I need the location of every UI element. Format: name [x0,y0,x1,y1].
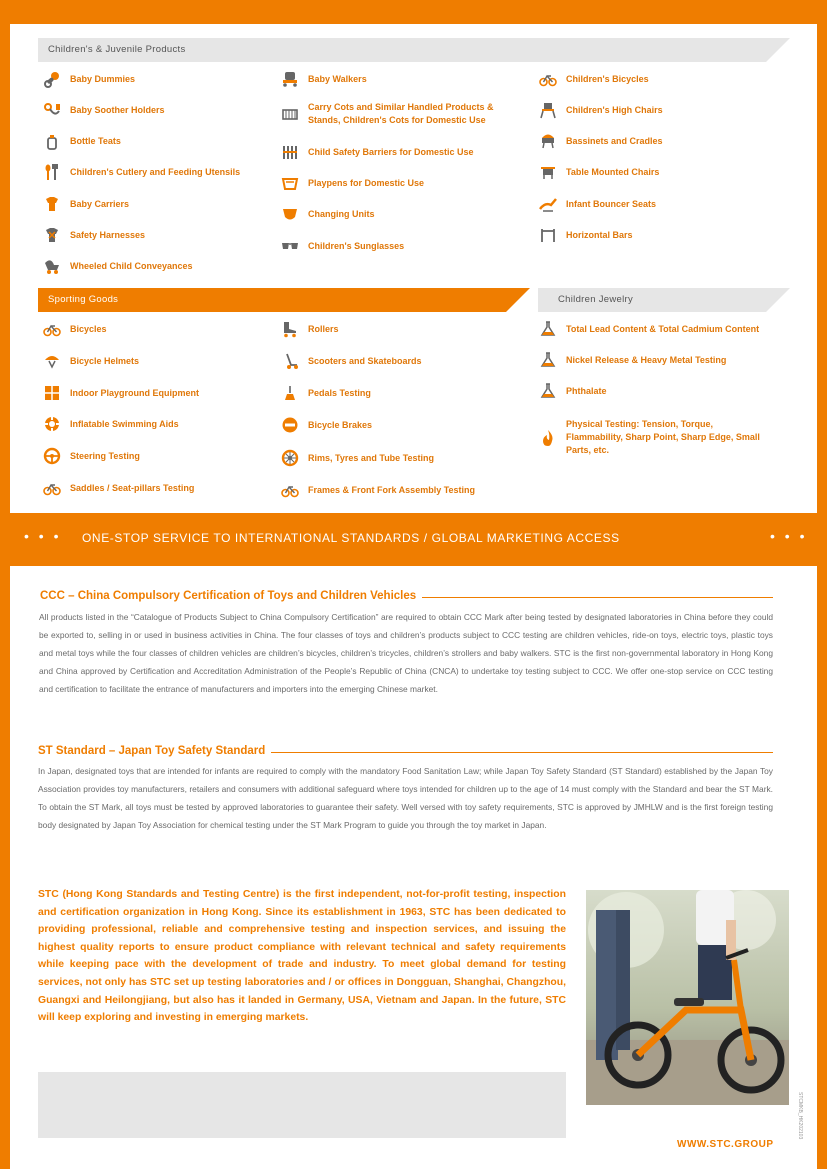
st-body: In Japan, designated toys that are intended for infants are required to comply with the mandatory Food Sanitation Law; while Japan Toy Safety Standard (ST Standard) established by the Japan Toy Association provides toy manufacturers, retailers and consumers with additional safeguard where toys intended for children up to the age of 14 must comply with the Standard and bear the ST Mark. To obtain the ST Mark, all toys must be tested by approved laboratories to guarantee their safety. Well versed with toy safety requirements, STC is approved by JMHLW and is the first foreign testing body designated by Japan Toy Association for chemical testing under the ST Mark Program to guide you through the toy market in Japan. [38,766,773,830]
list-item-label: Infant Bouncer Seats [566,198,657,209]
list-item [538,351,763,369]
list-item [280,143,505,161]
brake-icon [280,416,300,434]
table-chair-icon [538,163,558,181]
high-chair-icon [538,101,558,119]
list-item [280,449,520,467]
pedal-icon [280,384,300,402]
st-title: ST Standard – Japan Toy Safety Standard [38,745,271,757]
category-juvenile: Children's & Juvenile Products [48,44,186,55]
list-item [280,416,520,434]
list-item [538,418,763,457]
category-sporting: Sporting Goods [48,294,119,305]
list-item [538,101,778,119]
stroller-icon [42,257,62,275]
bicycle-icon [280,481,300,499]
flask-icon [538,351,558,369]
ccc-body: All products listed in the “Catalogue of Products Subject to China Compulsory Certification” are required to obtain CCC Mark after being tested by designated laboratories in China before they could be exported to, selling in or used in business activities in China. The four classes of toys and children’s products subject to CCC testing are children vehicles, ride-on toys, electric toys, plastic toys and metal toys while the four classes of children vehicles are children’s bicycles, children’s tricycles, children’s strollers and baby walkers. STC is the first non-governmental laboratory in Hong Kong and China approved by Certification and Accreditation Administration of the People’s Republic of China (CNCA) to undertake toy testing subject to CCC. We offer one-stop service on CCC testing and certification to facilitate the entrance of manufacturers and importers into the emerging Chinese market. [39,612,773,694]
ccc-title: CCC – China Compulsory Certification of Toys and Children Vehicles [40,590,422,602]
list-item-label: Baby Soother Holders [70,104,165,115]
list-item [280,70,505,88]
list-item [42,195,282,213]
list-item [280,237,505,255]
list-item-label: Rollers [308,323,339,334]
list-item [538,382,763,400]
list-item [42,257,282,275]
list-item-label: Saddles / Seat-pillars Testing [70,482,195,493]
list-item-label: Safety Harnesses [70,229,146,240]
flask-icon [538,320,558,338]
band-dots-right: • • • [770,528,808,544]
list-item-label: Horizontal Bars [566,229,633,240]
list-item-label: Physical Testing: Tension, Torque, Flammability, Sharp Point, Sharp Edge, Small Parts, etc. [566,419,760,455]
list-item-label: Steering Testing [70,450,140,461]
horizontal-bar-icon [538,226,558,244]
list-item-label: Carry Cots and Similar Handled Products & Stands, Children's Cots for Domestic Use [308,102,494,125]
bottle-icon [42,132,62,150]
playground-icon [42,384,62,402]
list-item [538,226,778,244]
list-item [280,174,505,192]
lifebuoy-icon [42,415,62,433]
list-item-label: Total Lead Content & Total Cadmium Content [566,323,760,334]
list-item [42,479,282,497]
list-item-label: Bicycle Brakes [308,419,373,430]
harness-icon [42,226,62,244]
list-item [42,384,282,402]
roller-skate-icon [280,320,300,338]
child-bicycle-photo [586,890,789,1105]
helmet-icon [42,352,62,370]
list-item [280,320,520,338]
bicycle-icon [538,70,558,88]
cot-icon [280,105,300,123]
grey-placeholder-box [38,1072,566,1138]
list-item-label: Bicycle Helmets [70,355,140,366]
document-code: STCMKB_HK202103 [797,1092,803,1140]
list-item-label: Pedals Testing [308,387,371,398]
scooter-icon [280,352,300,370]
website-link[interactable]: WWW.STC.GROUP [677,1139,774,1150]
bicycle-icon [42,320,62,338]
list-item [42,226,282,244]
list-item-label: Table Mounted Chairs [566,166,660,177]
list-item-label: Baby Carriers [70,198,130,209]
list-item [42,70,282,88]
list-item-label: Changing Units [308,208,375,219]
flask-icon [538,382,558,400]
list-item [42,132,282,150]
list-item-label: Children's Sunglasses [308,240,405,251]
list-item-label: Bicycles [70,323,107,334]
bouncer-icon [538,195,558,213]
list-item [280,481,520,499]
list-item-label: Wheeled Child Conveyances [70,260,193,271]
sunglasses-icon [280,237,300,255]
soother-holder-icon [42,101,62,119]
list-item [42,101,282,119]
list-item-label: Bassinets and Cradles [566,135,663,146]
list-item-label: Frames & Front Fork Assembly Testing [308,484,476,495]
bicycle-icon [42,479,62,497]
list-item [42,415,282,433]
category-jewelry: Children Jewelry [558,294,634,305]
list-item-label: Bottle Teats [70,135,121,146]
list-item [280,352,520,370]
bassinet-icon [538,132,558,150]
list-item [42,352,282,370]
walker-icon [280,70,300,88]
list-item [280,101,505,127]
cutlery-icon [42,163,62,181]
list-item-label: Rims, Tyres and Tube Testing [308,452,435,463]
list-item-label: Phthalate [566,385,607,396]
steering-wheel-icon [42,447,62,465]
list-item-label: Children's Bicycles [566,73,649,84]
list-item [538,70,778,88]
list-item-label: Children's High Chairs [566,104,663,115]
list-item [42,163,282,181]
list-item-label: Nickel Release & Heavy Metal Testing [566,354,727,365]
list-item [538,132,778,150]
barrier-icon [280,143,300,161]
band-dots-left: • • • [24,528,62,544]
list-item-label: Children's Cutlery and Feeding Utensils [70,166,241,177]
list-item-label: Scooters and Skateboards [308,355,422,366]
pacifier-icon [42,70,62,88]
list-item-label: Baby Walkers [308,73,367,84]
flame-icon [538,429,558,447]
list-item-label: Playpens for Domestic Use [308,177,425,188]
stc-intro-text: STC (Hong Kong Standards and Testing Centre) is the first independent, not-for-profit testing, inspection and certification organization in Hong Kong. Since its establishment in 1963, STC has been dedicated to providing professional, reliable and comprehensive testing and inspection services, and issuing the highest quality reports to ensure product compliance with relevant technical and safety requirements while keeping pace with the development of trade and industry. To meet global demand for testing services, not only has STC set up testing laboratories and / or offices in Dongguan, Shanghai, Changzhou, Guangxi and Heilongjiang, but also has it landed in Germany, USA, Vietnam and Japan. In the future, STC will keep exploring and investing in emerging markets. [38,889,566,1024]
list-item-label: Child Safety Barriers for Domestic Use [308,146,474,157]
playpen-icon [280,174,300,192]
list-item-label: Indoor Playground Equipment [70,387,199,398]
list-item [280,205,505,223]
diaper-icon [280,205,300,223]
list-item-label: Inflatable Swimming Aids [70,418,179,429]
band-title: ONE-STOP SERVICE TO INTERNATIONAL STANDARDS / GLOBAL MARKETING ACCESS [82,531,620,545]
list-item [42,447,282,465]
list-item [538,163,778,181]
baby-carrier-icon [42,195,62,213]
list-item [538,320,763,338]
list-item [538,195,778,213]
list-item [42,320,282,338]
tyre-icon [280,449,300,467]
list-item-label: Baby Dummies [70,73,136,84]
list-item [280,384,520,402]
